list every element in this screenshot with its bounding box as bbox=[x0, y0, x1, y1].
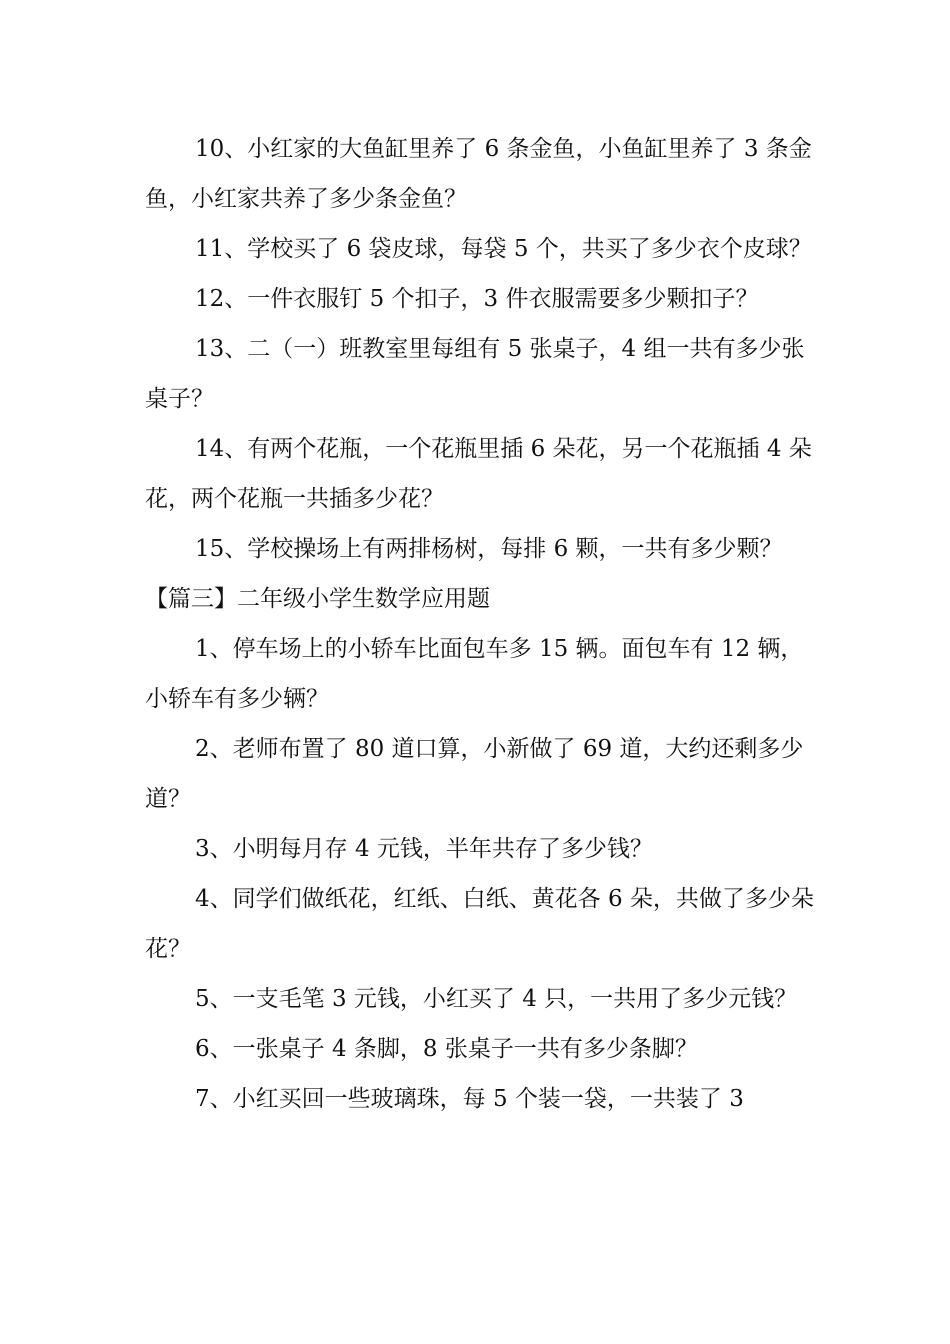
document-body bbox=[145, 124, 820, 1124]
problem-paragraph: 5、一支毛笔 3 元钱，小红买了 4 只，一共用了多少元钱？ bbox=[195, 986, 798, 1012]
problem-paragraph: 11、学校买了 6 袋皮球，每袋 5 个，共买了多少衣个皮球？ bbox=[195, 236, 812, 262]
problem-paragraph: 4、同学们做纸花，红纸、白纸、黄花各 6 朵，共做了多少朵花？ bbox=[145, 886, 814, 962]
problem-paragraph: 13、二（一）班教室里每组有 5 张桌子，4 组一共有多少张桌子？ bbox=[145, 336, 805, 412]
problem-paragraph: 10、小红家的大鱼缸里养了 6 条金鱼，小鱼缸里养了 3 条金鱼，小红家共养了多少条金鱼？ bbox=[145, 136, 812, 212]
problem-paragraph: 14、有两个花瓶，一个花瓶里插 6 朵花，另一个花瓶插 4 朵花，两个花瓶一共插多少花？ bbox=[145, 436, 812, 512]
problem-paragraph: 15、学校操场上有两排杨树，每排 6 颗，一共有多少颗？ bbox=[195, 536, 783, 562]
problem-paragraph: 1、停车场上的小轿车比面包车多 15 辆。面包车有 12 辆，小轿车有多少辆？ bbox=[145, 636, 804, 712]
section-heading: 【篇三】二年级小学生数学应用题 bbox=[145, 586, 490, 612]
problem-paragraph: 2、老师布置了 80 道口算，小新做了 69 道，大约还剩多少道？ bbox=[145, 736, 804, 812]
problem-paragraph: 3、小明每月存 4 元钱，半年共存了多少钱？ bbox=[195, 836, 653, 862]
problem-paragraph: 6、一张桌子 4 条脚，8 张桌子一共有多少条脚？ bbox=[195, 1036, 698, 1062]
problem-paragraph: 12、一件衣服钉 5 个扣子，3 件衣服需要多少颗扣子？ bbox=[195, 286, 759, 312]
problem-paragraph: 7、小红买回一些玻璃珠，每 5 个装一袋，一共装了 3 bbox=[195, 1086, 744, 1112]
